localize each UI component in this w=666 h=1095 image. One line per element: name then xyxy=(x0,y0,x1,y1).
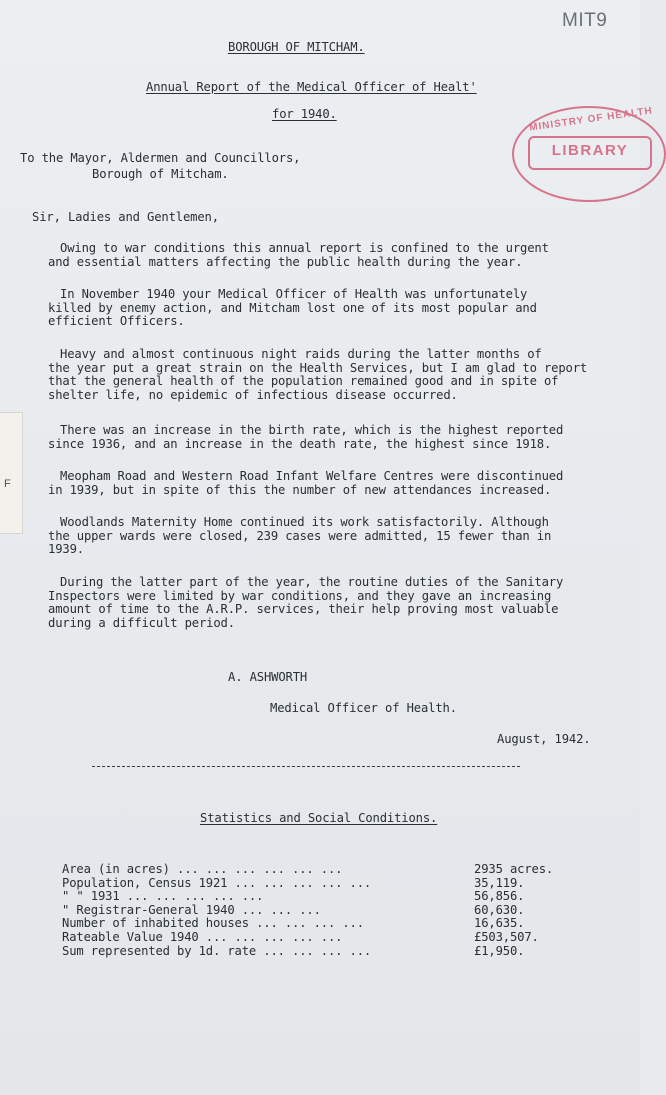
paragraph-line: and essential matters affecting the public health during the year. xyxy=(48,254,523,269)
table-row xyxy=(62,945,594,959)
stats-table xyxy=(62,863,594,958)
paragraph-line: the year put a great strain on the Health Services, but I am glad to report xyxy=(48,360,588,375)
stats-label: Sum represented by 1d. rate ... ... ... ... xyxy=(62,943,372,958)
paragraph-2 xyxy=(48,288,608,329)
paragraph-line: There was an increase in the birth rate, which is the highest reported xyxy=(60,423,564,437)
stats-label: Area (in acres) ... ... ... ... ... ... xyxy=(62,862,343,876)
stamp-library-text: LIBRARY xyxy=(551,142,629,159)
paragraph-7 xyxy=(48,576,608,630)
reference-code: MIT9 xyxy=(562,10,608,31)
table-row xyxy=(62,890,594,904)
paragraph-line: Owing to war conditions this annual report is confined to the urgent xyxy=(60,241,549,255)
stats-label: Population, Census 1921 ... ... ... ... ... xyxy=(62,875,372,890)
report-title: Annual Report of the Medical Officer of Healt' xyxy=(146,80,477,94)
paragraph-6 xyxy=(48,516,608,557)
table-row xyxy=(62,917,594,931)
signature-name: A. ASHWORTH xyxy=(228,670,308,684)
signature-date: August, 1942. xyxy=(497,732,591,746)
stamp-inner-box xyxy=(528,136,652,170)
paragraph-line: efficient Officers. xyxy=(48,314,185,329)
paragraph-line: Meopham Road and Western Road Infant Welfare Centres were discontinued xyxy=(60,469,564,483)
paragraph-line: Inspectors were limited by war conditions, and they gave an increasing xyxy=(48,588,552,603)
paragraph-line: the upper wards were closed, 239 cases were admitted, 15 fewer than in xyxy=(48,528,552,543)
paragraph-4 xyxy=(48,424,608,451)
table-row xyxy=(62,931,594,945)
paragraph-line: amount of time to the A.R.P. services, their help proving most valuable xyxy=(48,602,559,617)
stats-label: Number of inhabited houses ... ... ... ... xyxy=(62,916,364,931)
paragraph-5 xyxy=(48,470,608,497)
stamp-top-text: MINISTRY OF HEALTH xyxy=(528,105,654,134)
stats-label: " Registrar-General 1940 ... ... ... xyxy=(62,902,321,917)
stats-value: 2935 acres. xyxy=(474,862,554,876)
paragraph-line: In November 1940 your Medical Officer of Health was unfortunately xyxy=(60,287,528,301)
paragraph-line: shelter life, no epidemic of infectious disease occurred. xyxy=(48,387,458,402)
paragraph-1 xyxy=(48,242,608,269)
signature-title: Medical Officer of Health. xyxy=(270,701,457,715)
paragraph-line: Woodlands Maternity Home continued its work satisfactorily. Although xyxy=(60,515,549,529)
stats-value: £1,950. xyxy=(474,943,525,958)
paragraph-line: Heavy and almost continuous night raids during the latter months of xyxy=(60,347,542,361)
stats-value: 35,119. xyxy=(474,875,525,890)
binding-tab xyxy=(0,412,23,534)
address-line-1: To the Mayor, Aldermen and Councillors, xyxy=(20,151,301,165)
paragraph-3 xyxy=(48,348,608,402)
stats-label: " " 1931 ... ... ... ... ... xyxy=(62,889,264,904)
table-row xyxy=(62,877,594,891)
library-stamp xyxy=(512,106,666,202)
paragraph-line: killed by enemy action, and Mitcham lost one of its most popular and xyxy=(48,300,537,315)
paragraph-line: since 1936, and an increase in the death rate, the highest since 1918. xyxy=(48,436,552,451)
table-row xyxy=(62,904,594,918)
paragraph-line: that the general health of the population remained good and in spite of xyxy=(48,374,559,389)
paragraph-line: 1939. xyxy=(48,542,84,557)
stats-heading: Statistics and Social Conditions. xyxy=(200,811,438,825)
margin-mark: F xyxy=(4,478,11,490)
paragraph-line: during a difficult period. xyxy=(48,615,235,630)
paragraph-line: in 1939, but in spite of this the number of new attendances increased. xyxy=(48,482,552,497)
stats-value: £503,507. xyxy=(474,929,539,944)
borough-heading: BOROUGH OF MITCHAM. xyxy=(228,40,365,54)
stats-value: 16,635. xyxy=(474,916,525,931)
report-year: for 1940. xyxy=(272,107,337,121)
stats-value: 56,856. xyxy=(474,889,525,904)
stats-value: 60,630. xyxy=(474,902,525,917)
section-divider xyxy=(92,766,520,767)
stats-label: Rateable Value 1940 ... ... ... ... ... xyxy=(62,929,343,944)
table-row xyxy=(62,863,594,877)
address-line-2: Borough of Mitcham. xyxy=(92,167,229,181)
salutation: Sir, Ladies and Gentlemen, xyxy=(32,210,219,224)
paragraph-line: During the latter part of the year, the routine duties of the Sanitary xyxy=(60,575,564,589)
